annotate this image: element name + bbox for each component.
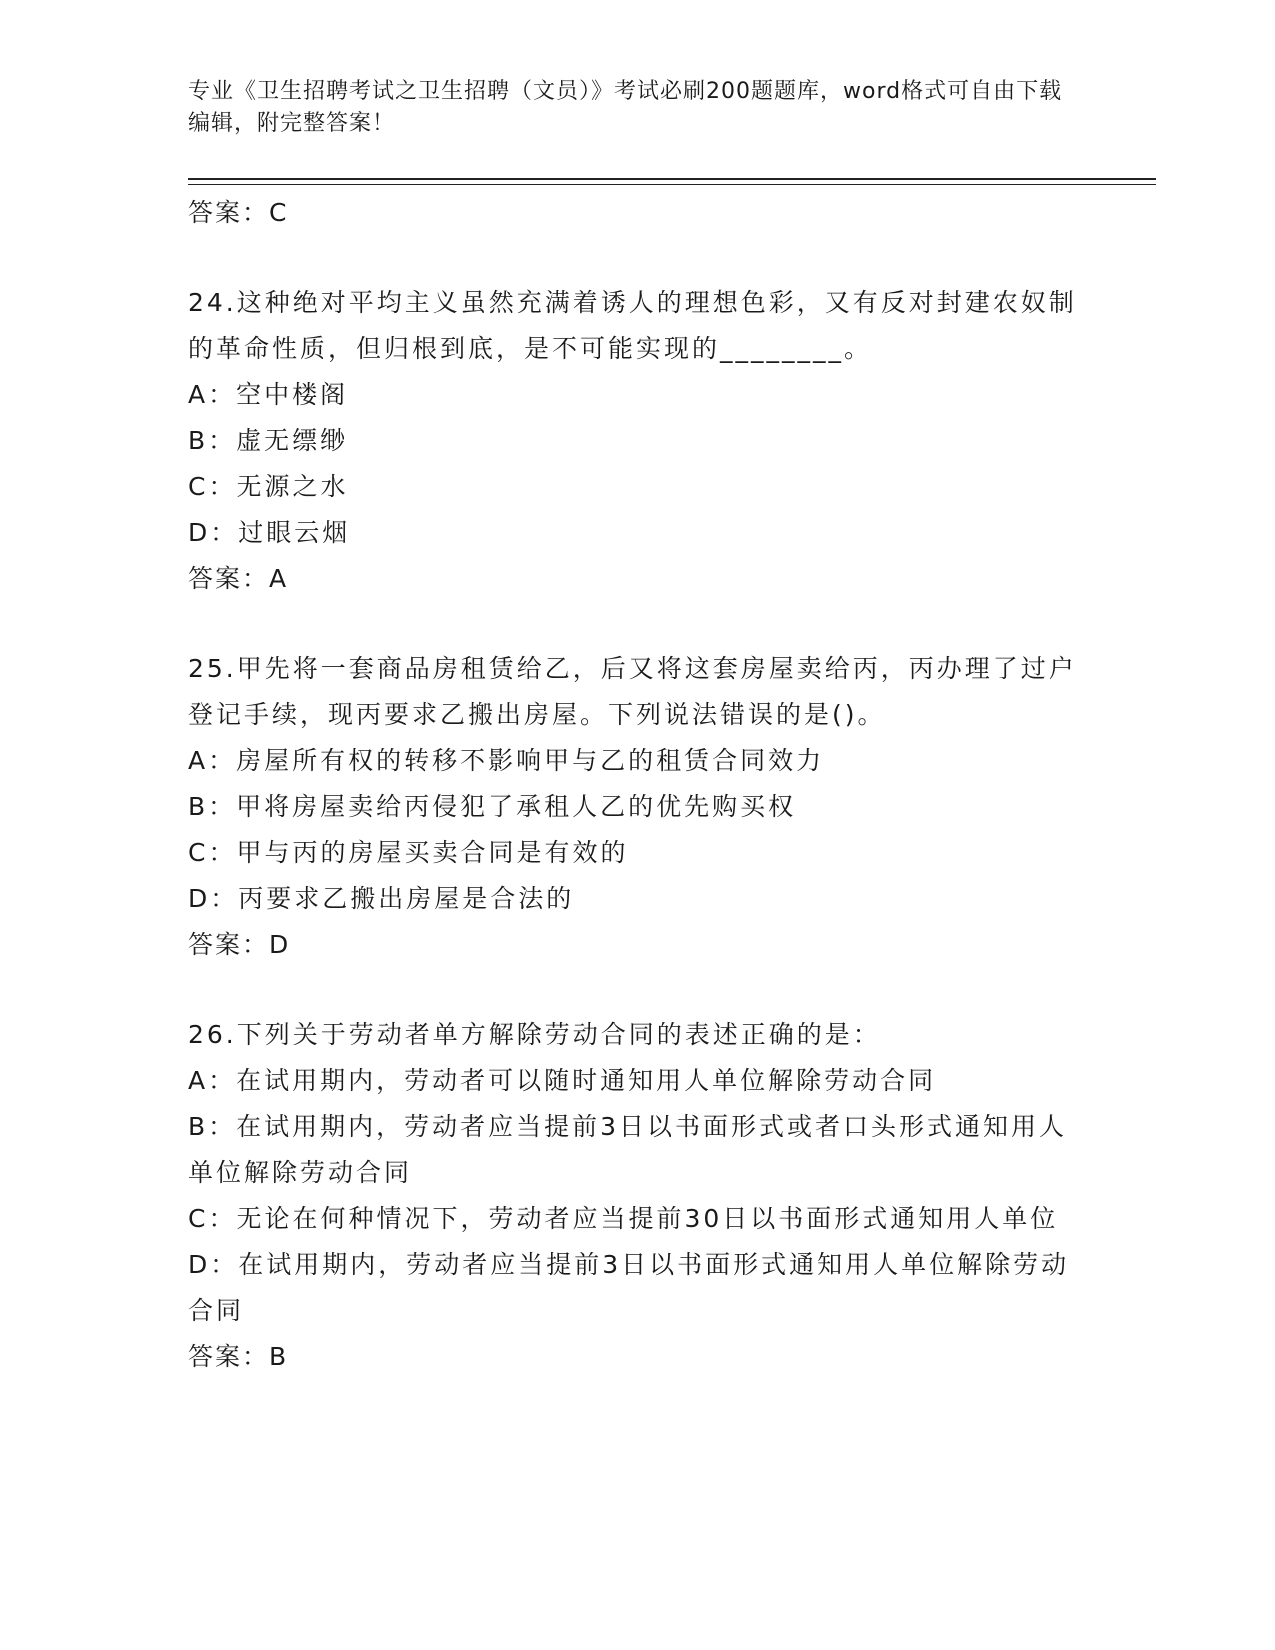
option-a: A：在试用期内，劳动者可以随时通知用人单位解除劳动合同 <box>188 1066 937 1095</box>
header-divider-thin <box>188 184 1156 185</box>
option-a: A：房屋所有权的转移不影响甲与乙的租赁合同效力 <box>188 746 825 775</box>
option-c: C：甲与丙的房屋买卖合同是有效的 <box>188 838 629 867</box>
question-stem: 24.这种绝对平均主义虽然充满着诱人的理想色彩，又有反对封建农奴制的革命性质，但归根到底，是不可能实现的________。 <box>188 288 1077 363</box>
option-d: D：丙要求乙搬出房屋是合法的 <box>188 884 575 913</box>
question-block-24 <box>188 280 1088 602</box>
answer: 答案：A <box>188 564 289 593</box>
previous-answer: 答案：C <box>188 198 289 227</box>
question-stem: 25.甲先将一套商品房租赁给乙，后又将这套房屋卖给丙，丙办理了过户登记手续，现丙要求乙搬出房屋。下列说法错误的是()。 <box>188 654 1077 729</box>
option-c: C：无论在何种情况下，劳动者应当提前30日以书面形式通知用人单位 <box>188 1204 1059 1233</box>
answer: 答案：D <box>188 930 291 959</box>
option-d: D：过眼云烟 <box>188 518 351 547</box>
question-stem: 26.下列关于劳动者单方解除劳动合同的表述正确的是： <box>188 1020 881 1049</box>
document-header: 专业《卫生招聘考试之卫生招聘（文员）》考试必刷200题题库，word格式可自由下载编辑，附完整答案！ <box>188 79 1063 136</box>
option-b: B：虚无缥缈 <box>188 426 349 455</box>
option-d: D：在试用期内，劳动者应当提前3日以书面形式通知用人单位解除劳动合同 <box>188 1250 1070 1325</box>
option-b: B：在试用期内，劳动者应当提前3日以书面形式或者口头形式通知用人单位解除劳动合同 <box>188 1112 1068 1187</box>
option-c: C：无源之水 <box>188 472 349 501</box>
option-b: B：甲将房屋卖给丙侵犯了承租人乙的优先购买权 <box>188 792 797 821</box>
header-divider-thick <box>188 178 1156 180</box>
question-block-25 <box>188 646 1088 968</box>
question-block-26 <box>188 1012 1088 1380</box>
option-a: A：空中楼阁 <box>188 380 349 409</box>
answer: 答案：B <box>188 1342 289 1371</box>
document-body <box>188 190 1088 1380</box>
